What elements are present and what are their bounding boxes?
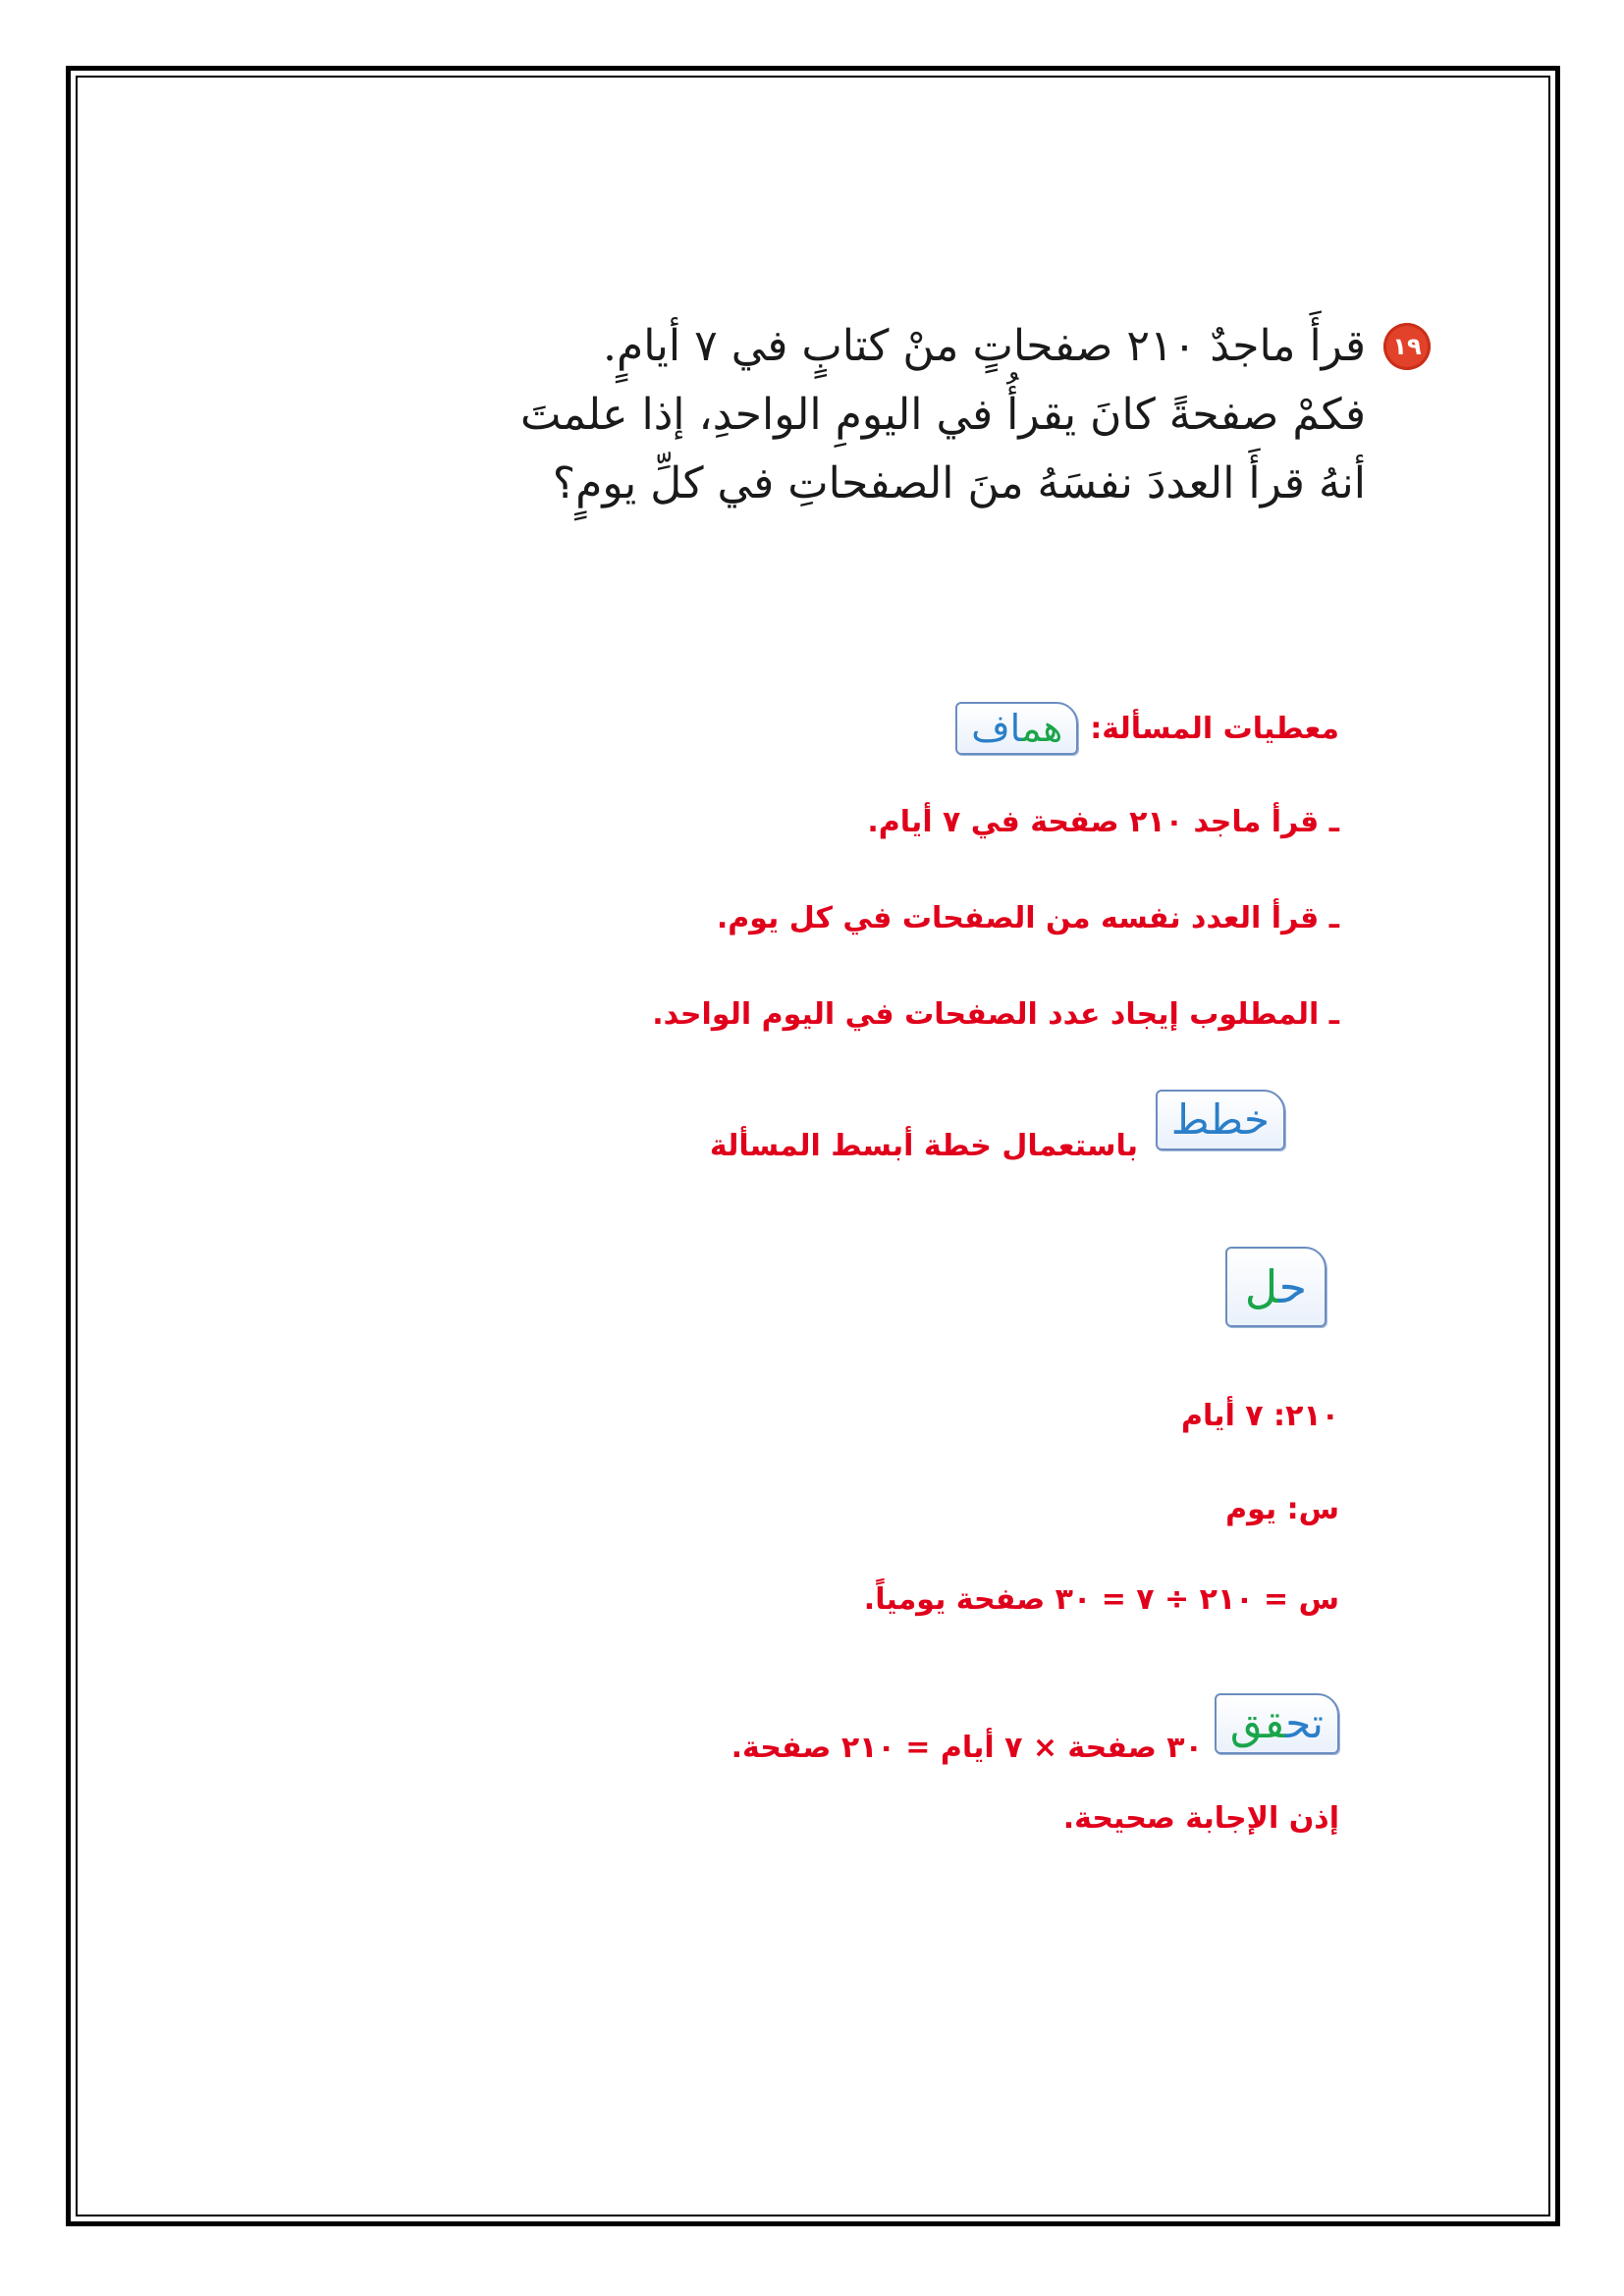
problem-number-badge: ١٩ (1383, 323, 1431, 370)
understand-item-2: ـ قرأ العدد نفسه من الصفحات في كل يوم. (716, 901, 1339, 935)
understand-tab-part-a: اف (971, 707, 1022, 750)
plan-tab-label: خطط (1156, 1090, 1285, 1150)
understand-tab-part-b: هم (1021, 707, 1063, 750)
solve-tab-label (1225, 1247, 1326, 1327)
solve-tab-part-b: ل (1244, 1260, 1279, 1313)
problem-line-2: فكمْ صفحةً كانَ يقرأُ في اليومِ الواحدِ، إذا علمتَ (520, 390, 1366, 440)
check-text: ٣٠ صفحة × ٧ أيام = ٢١٠ صفحة. (731, 1730, 1203, 1765)
solve-line-3: س = ٢١٠ ÷ ٧ = ٣٠ صفحة يومياً. (863, 1582, 1339, 1617)
plan-tab-icon (1156, 1090, 1285, 1150)
understand-item-1: ـ قرأ ماجد ٢١٠ صفحة في ٧ أيام. (867, 805, 1339, 839)
understand-heading: معطيات المسألة: (1090, 711, 1339, 746)
understand-tab-icon (955, 702, 1078, 755)
check-conclusion: إذن الإجابة صحيحة. (1062, 1801, 1339, 1836)
check-tab-part-b: قق (1229, 1699, 1286, 1747)
check-tab-icon (1215, 1693, 1339, 1754)
solve-tab-icon (1225, 1247, 1326, 1327)
problem-line-3: أنهُ قرأَ العددَ نفسَهُ منَ الصفحاتِ في كلِّ يومٍ؟ (552, 458, 1366, 508)
understand-heading-row (955, 702, 1339, 755)
solve-line-1: ٢١٠: ٧ أيام (1181, 1399, 1339, 1433)
solve-line-2: س: يوم (1225, 1492, 1339, 1526)
check-tab-part-a: تح (1285, 1699, 1324, 1747)
problem-line-1: قرأَ ماجدٌ ٢١٠ صفحاتٍ منْ كتابٍ في ٧ أيامٍ. (602, 321, 1366, 371)
plan-text: باستعمال خطة أبسط المسألة (709, 1129, 1138, 1163)
problem-statement (301, 312, 1431, 518)
check-row (731, 1693, 1339, 1778)
solve-tab-part-a: ح (1278, 1260, 1307, 1313)
problem-line-1-row (301, 312, 1431, 381)
understand-item-3: ـ المطلوب إيجاد عدد الصفحات في اليوم الواحد. (652, 997, 1339, 1032)
